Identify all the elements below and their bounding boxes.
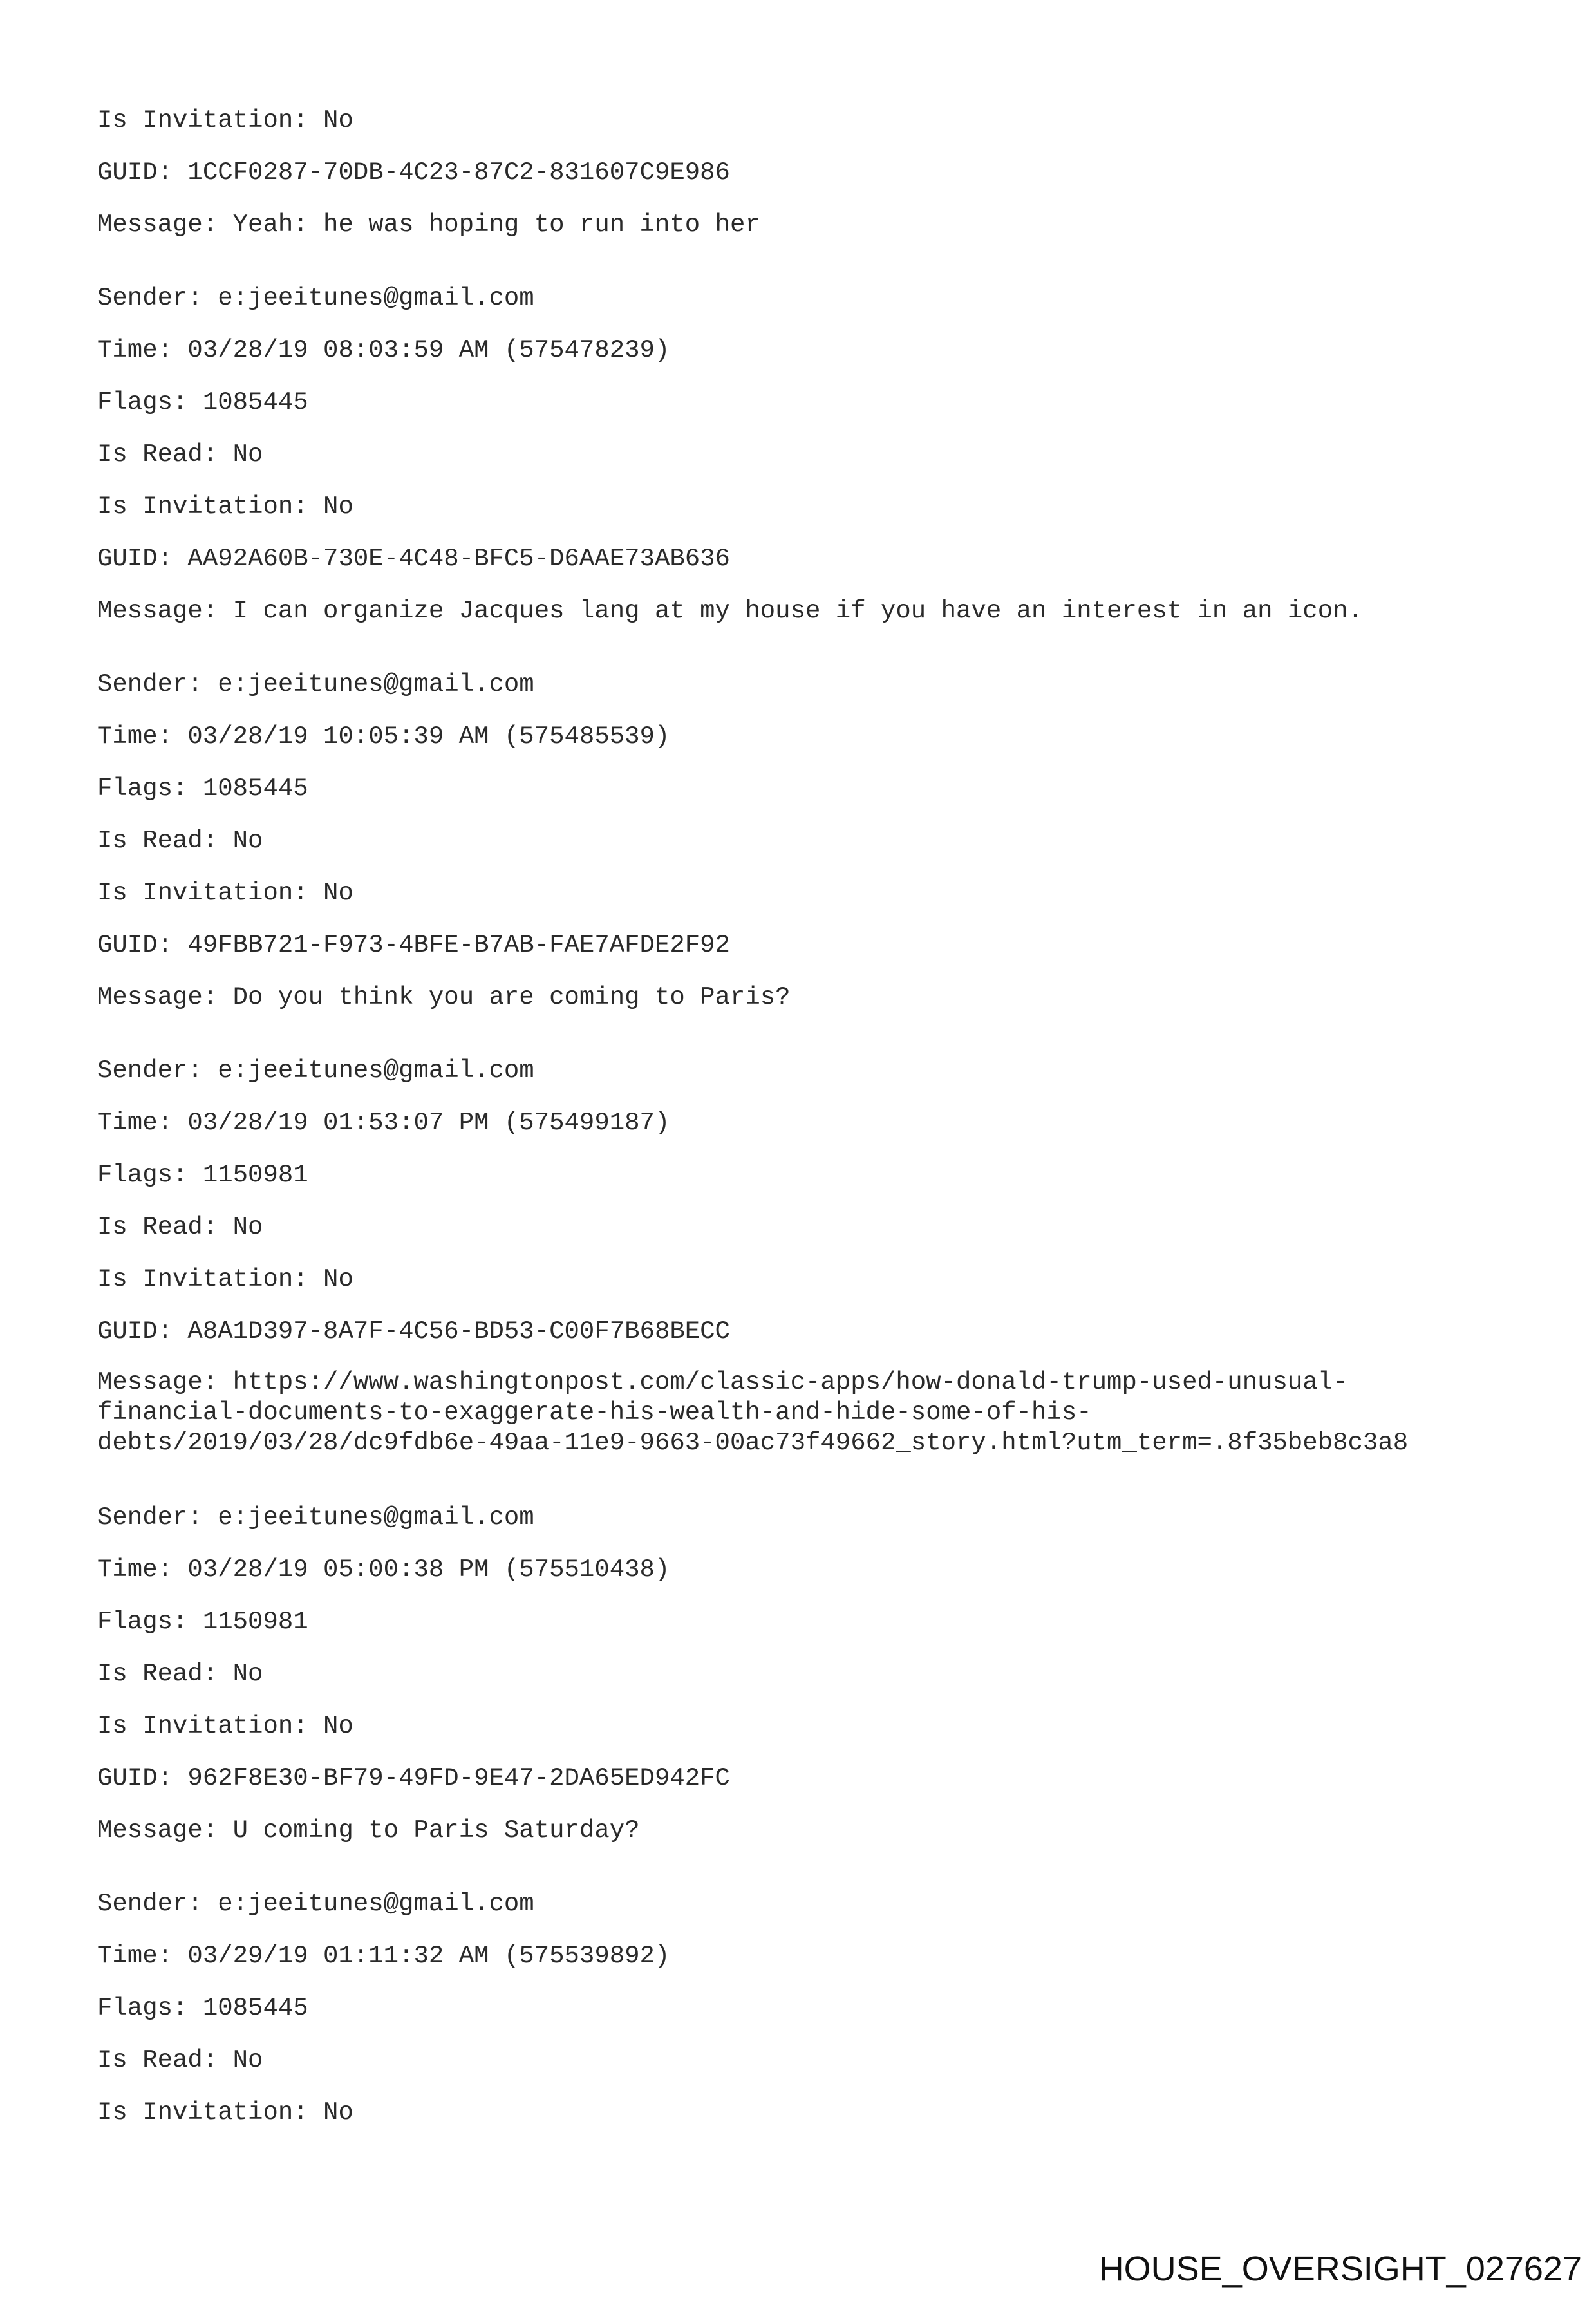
sender-line: Sender: e:jeeitunes@gmail.com <box>97 670 534 699</box>
time-line: Time: 03/28/19 05:00:38 PM (575510438) <box>97 1556 670 1584</box>
message-line: Message: I can organize Jacques lang at my house if you have an interest in an icon. <box>97 597 1363 625</box>
record-5 <box>97 1885 1533 2146</box>
is-invitation-line: Is Invitation: No <box>97 1712 353 1740</box>
message-line: Message: Yeah: he was hoping to run into her <box>97 211 760 239</box>
is-read-line: Is Read: No <box>97 1213 263 1241</box>
is-read-line: Is Read: No <box>97 1660 263 1688</box>
time-line: Time: 03/28/19 08:03:59 AM (575478239) <box>97 336 670 364</box>
message-line: Message: https://www.washingtonpost.com/classic-apps/how-donald-trump-used-unusual- financial-documents-to-exaggerate-his-wealth-and-hide-some-of-his- debts/2019/03/28/dc9fdb6e-49aa-11e9-9663-00ac73f49662_story.html?utm_term=.8f35beb8c3a8 <box>97 1368 1409 1457</box>
is-invitation-line: Is Invitation: No <box>97 879 353 907</box>
record-partial-top <box>97 102 1533 279</box>
is-invitation-line: Is Invitation: No <box>97 493 353 521</box>
message-log <box>97 102 1533 2146</box>
flags-line: Flags: 1085445 <box>97 775 308 803</box>
flags-line: Flags: 1150981 <box>97 1161 308 1189</box>
message-line: Message: Do you think you are coming to Paris? <box>97 983 791 1011</box>
guid-line: GUID: 1CCF0287-70DB-4C23-87C2-831607C9E986 <box>97 158 730 187</box>
sender-line: Sender: e:jeeitunes@gmail.com <box>97 1057 534 1085</box>
record-4 <box>97 1499 1533 1885</box>
is-read-line: Is Read: No <box>97 440 263 469</box>
time-line: Time: 03/29/19 01:11:32 AM (575539892) <box>97 1942 670 1970</box>
bates-number: HOUSE_OVERSIGHT_027627 <box>1098 2250 1582 2288</box>
guid-line: GUID: 49FBB721-F973-4BFE-B7AB-FAE7AFDE2F92 <box>97 931 730 959</box>
message-line: Message: U coming to Paris Saturday? <box>97 1816 640 1845</box>
is-read-line: Is Read: No <box>97 827 263 855</box>
record-3 <box>97 1052 1533 1458</box>
sender-line: Sender: e:jeeitunes@gmail.com <box>97 1503 534 1532</box>
record-2 <box>97 666 1533 1052</box>
is-invitation-line: Is Invitation: No <box>97 2098 353 2127</box>
sender-line: Sender: e:jeeitunes@gmail.com <box>97 284 534 312</box>
is-read-line: Is Read: No <box>97 2046 263 2074</box>
guid-line: GUID: A8A1D397-8A7F-4C56-BD53-C00F7B68BECC <box>97 1317 730 1346</box>
time-line: Time: 03/28/19 10:05:39 AM (575485539) <box>97 722 670 751</box>
sender-line: Sender: e:jeeitunes@gmail.com <box>97 1890 534 1918</box>
guid-line: GUID: 962F8E30-BF79-49FD-9E47-2DA65ED942FC <box>97 1764 730 1792</box>
flags-line: Flags: 1085445 <box>97 1994 308 2022</box>
flags-line: Flags: 1085445 <box>97 388 308 417</box>
is-invitation-line: Is Invitation: No <box>97 106 353 135</box>
guid-line: GUID: AA92A60B-730E-4C48-BFC5-D6AAE73AB636 <box>97 545 730 573</box>
time-line: Time: 03/28/19 01:53:07 PM (575499187) <box>97 1109 670 1137</box>
is-invitation-line: Is Invitation: No <box>97 1265 353 1293</box>
flags-line: Flags: 1150981 <box>97 1608 308 1636</box>
record-1 <box>97 279 1533 666</box>
